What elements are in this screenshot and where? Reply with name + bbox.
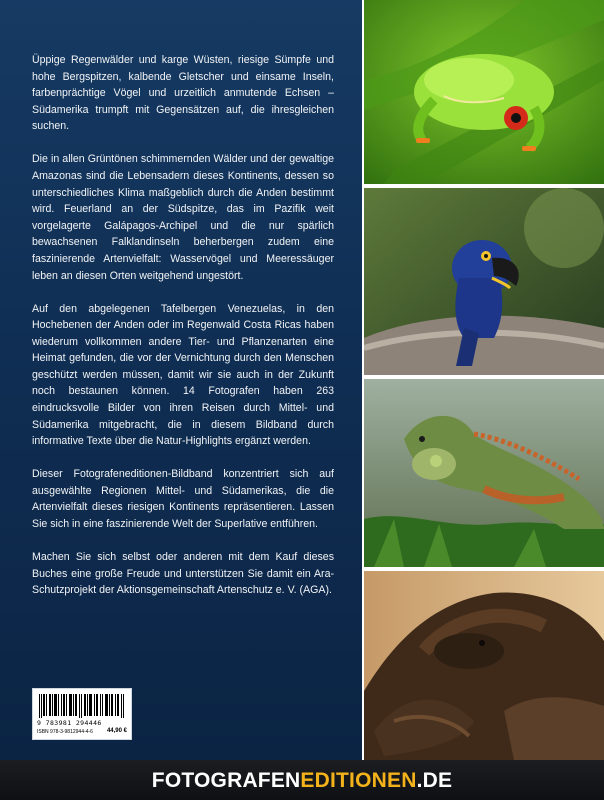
barcode-digits: 9 783981 294446 <box>37 719 102 727</box>
hyacinth-macaw-photo <box>364 188 604 375</box>
isbn-number: ISBN 978-3-9812944-4-6 <box>37 729 93 735</box>
barcode-bars-icon <box>39 694 125 718</box>
price-label: 44,90 € <box>106 728 127 734</box>
blurb-paragraph-3: Auf den abgelegenen Tafelbergen Venezuelas, in den Hochebenen der Anden oder im Regenwald Costa Ricas haben wiederum vollkommen andere Tier- und Pflanzenarten eine Heimat gefunden, die vor der Vernichtung durch den Menschen geschützt werden müssen, damit wir sie auch in der Zukunft noch bestaunen können. 14 Fotografen haben 263 eindrucksvolle Bilder von ihren Reisen durch Mittel- und Südamerika mitgebracht, die in diesem Bildband durch informative Texte über die Natur-Highlights ergänzt werden. <box>32 302 334 448</box>
blurb-text <box>32 52 334 615</box>
publisher-footer <box>0 760 604 800</box>
blurb-paragraph-4: Dieser Fotografeneditionen-Bildband konzentriert sich auf ausgewählte Regionen Mittel- und Südamerikas, die die Artenvielfalt dieses riesigen Kontinents repräsentieren. Lassen Sie sich in eine faszinierende Welt der Superlative entführen. <box>32 468 334 531</box>
brand-part-editionen: EDITIONEN <box>300 768 417 792</box>
tree-frog-photo <box>364 0 604 184</box>
photo-column <box>362 0 604 760</box>
brand-part-domain: .DE <box>416 768 453 792</box>
green-iguana-photo <box>364 379 604 567</box>
barcode <box>32 688 132 740</box>
publisher-logo <box>152 770 452 791</box>
blurb-paragraph-5: Machen Sie sich selbst oder anderen mit dem Kauf dieses Buches eine große Freude und unterstützen Sie damit ein Ara-Schutzprojekt der Aktionsgemeinschaft Artenschutz e. V. (AGA). <box>32 551 334 597</box>
blurb-paragraph-1: Üppige Regenwälder und karge Wüsten, riesige Sümpfe und hohe Bergspitzen, kalbende Gletscher und einsame Inseln, farbenprächtige Vögel und urzeitlich anmutende Echsen – Südamerika trumpft mit Gegensätzen auf, die ihresgleichen suchen. <box>32 54 334 133</box>
blurb-paragraph-2: Die in allen Grüntönen schimmernden Wälder und der gewaltige Amazonas sind die Lebensadern dieses Kontinents, dessen so unterschiedliches Klima maßgeblich durch die Anden bestimmt wird. Feuerland an der Südspitze, das im Pazifik weit vorgelagerte Galápagos-Archipel und die nur spärlich bewachsenen Falklandinseln beherbergen zudem eine faszinierende Artenvielfalt: Wasservögel und Meeressäuger leben an diesen Orten weitgehend ungestört. <box>32 153 334 282</box>
sea-lion-photo <box>364 571 604 760</box>
brand-part-fotografen: FOTOGRAFEN <box>151 768 301 792</box>
